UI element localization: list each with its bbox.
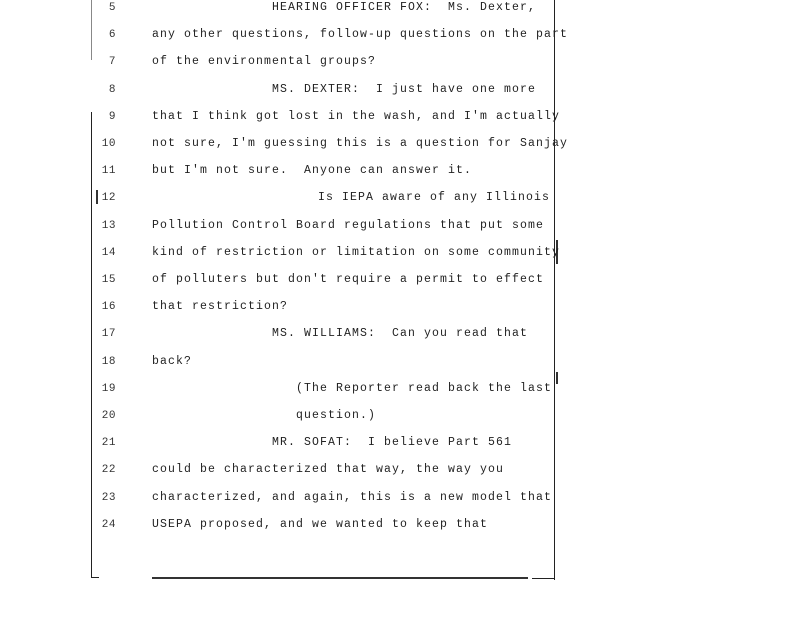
- page-border-right: [554, 0, 555, 580]
- line-text: but I'm not sure. Anyone can answer it.: [152, 164, 473, 178]
- line-number: 13: [101, 219, 116, 232]
- line-text: question.): [296, 409, 377, 422]
- line-number: 10: [101, 138, 116, 150]
- line-text: Pollution Control Board regulations that put some: [152, 218, 545, 232]
- line-text: that I think got lost in the wash, and I'm actually: [152, 109, 561, 123]
- line-number: 14: [101, 246, 116, 259]
- line-number: 5: [108, 2, 116, 14]
- line-text: HEARING OFFICER FOX: Ms. Dexter,: [272, 1, 537, 14]
- line-text: MS. WILLIAMS: Can you read that: [272, 327, 529, 341]
- line-text: of polluters but don't require a permit to effect: [152, 273, 545, 286]
- page-border-left: [91, 112, 92, 578]
- line-number: 24: [101, 518, 116, 531]
- line-text: of the environmental groups?: [152, 55, 377, 69]
- line-number: 9: [108, 110, 116, 123]
- line-number: 6: [108, 29, 116, 42]
- line-text: MS. DEXTER: I just have one more: [272, 82, 537, 96]
- line-number: 20: [101, 410, 116, 422]
- line-text: that restriction?: [152, 300, 289, 314]
- line-number: 18: [101, 355, 116, 368]
- line-number: 15: [101, 274, 116, 286]
- line-number: 23: [101, 491, 116, 504]
- line-number: 21: [101, 437, 116, 450]
- line-number: 11: [101, 165, 116, 178]
- line-text: characterized, and again, this is a new model that: [152, 490, 553, 504]
- line-text: any other questions, follow-up questions on the part: [152, 28, 569, 42]
- line-text: Is IEPA aware of any Illinois: [318, 191, 551, 205]
- page-border-bottom-left: [91, 577, 99, 578]
- margin-mark: [556, 372, 558, 384]
- line-number: 8: [108, 83, 116, 96]
- footer-rule: [152, 577, 528, 579]
- line-text: not sure, I'm guessing this is a question for Sanjay: [152, 137, 569, 150]
- line-number: 22: [101, 464, 116, 477]
- line-text: kind of restriction or limitation on some community: [152, 245, 561, 259]
- line-number: 12: [101, 192, 116, 205]
- line-text: (The Reporter read back the last: [296, 381, 553, 395]
- line-text: USEPA proposed, and we wanted to keep that: [152, 517, 489, 531]
- line-text: back?: [152, 354, 193, 368]
- page-border-left-top: [91, 0, 92, 60]
- line-number: 17: [101, 328, 116, 341]
- line-number: 7: [108, 56, 116, 69]
- line-text: MR. SOFAT: I believe Part 561: [272, 436, 513, 450]
- page-border-bottom-right: [532, 578, 554, 579]
- line-text: could be characterized that way, the way you: [152, 463, 505, 477]
- line-number: 19: [101, 382, 116, 395]
- line-number: 16: [101, 301, 116, 314]
